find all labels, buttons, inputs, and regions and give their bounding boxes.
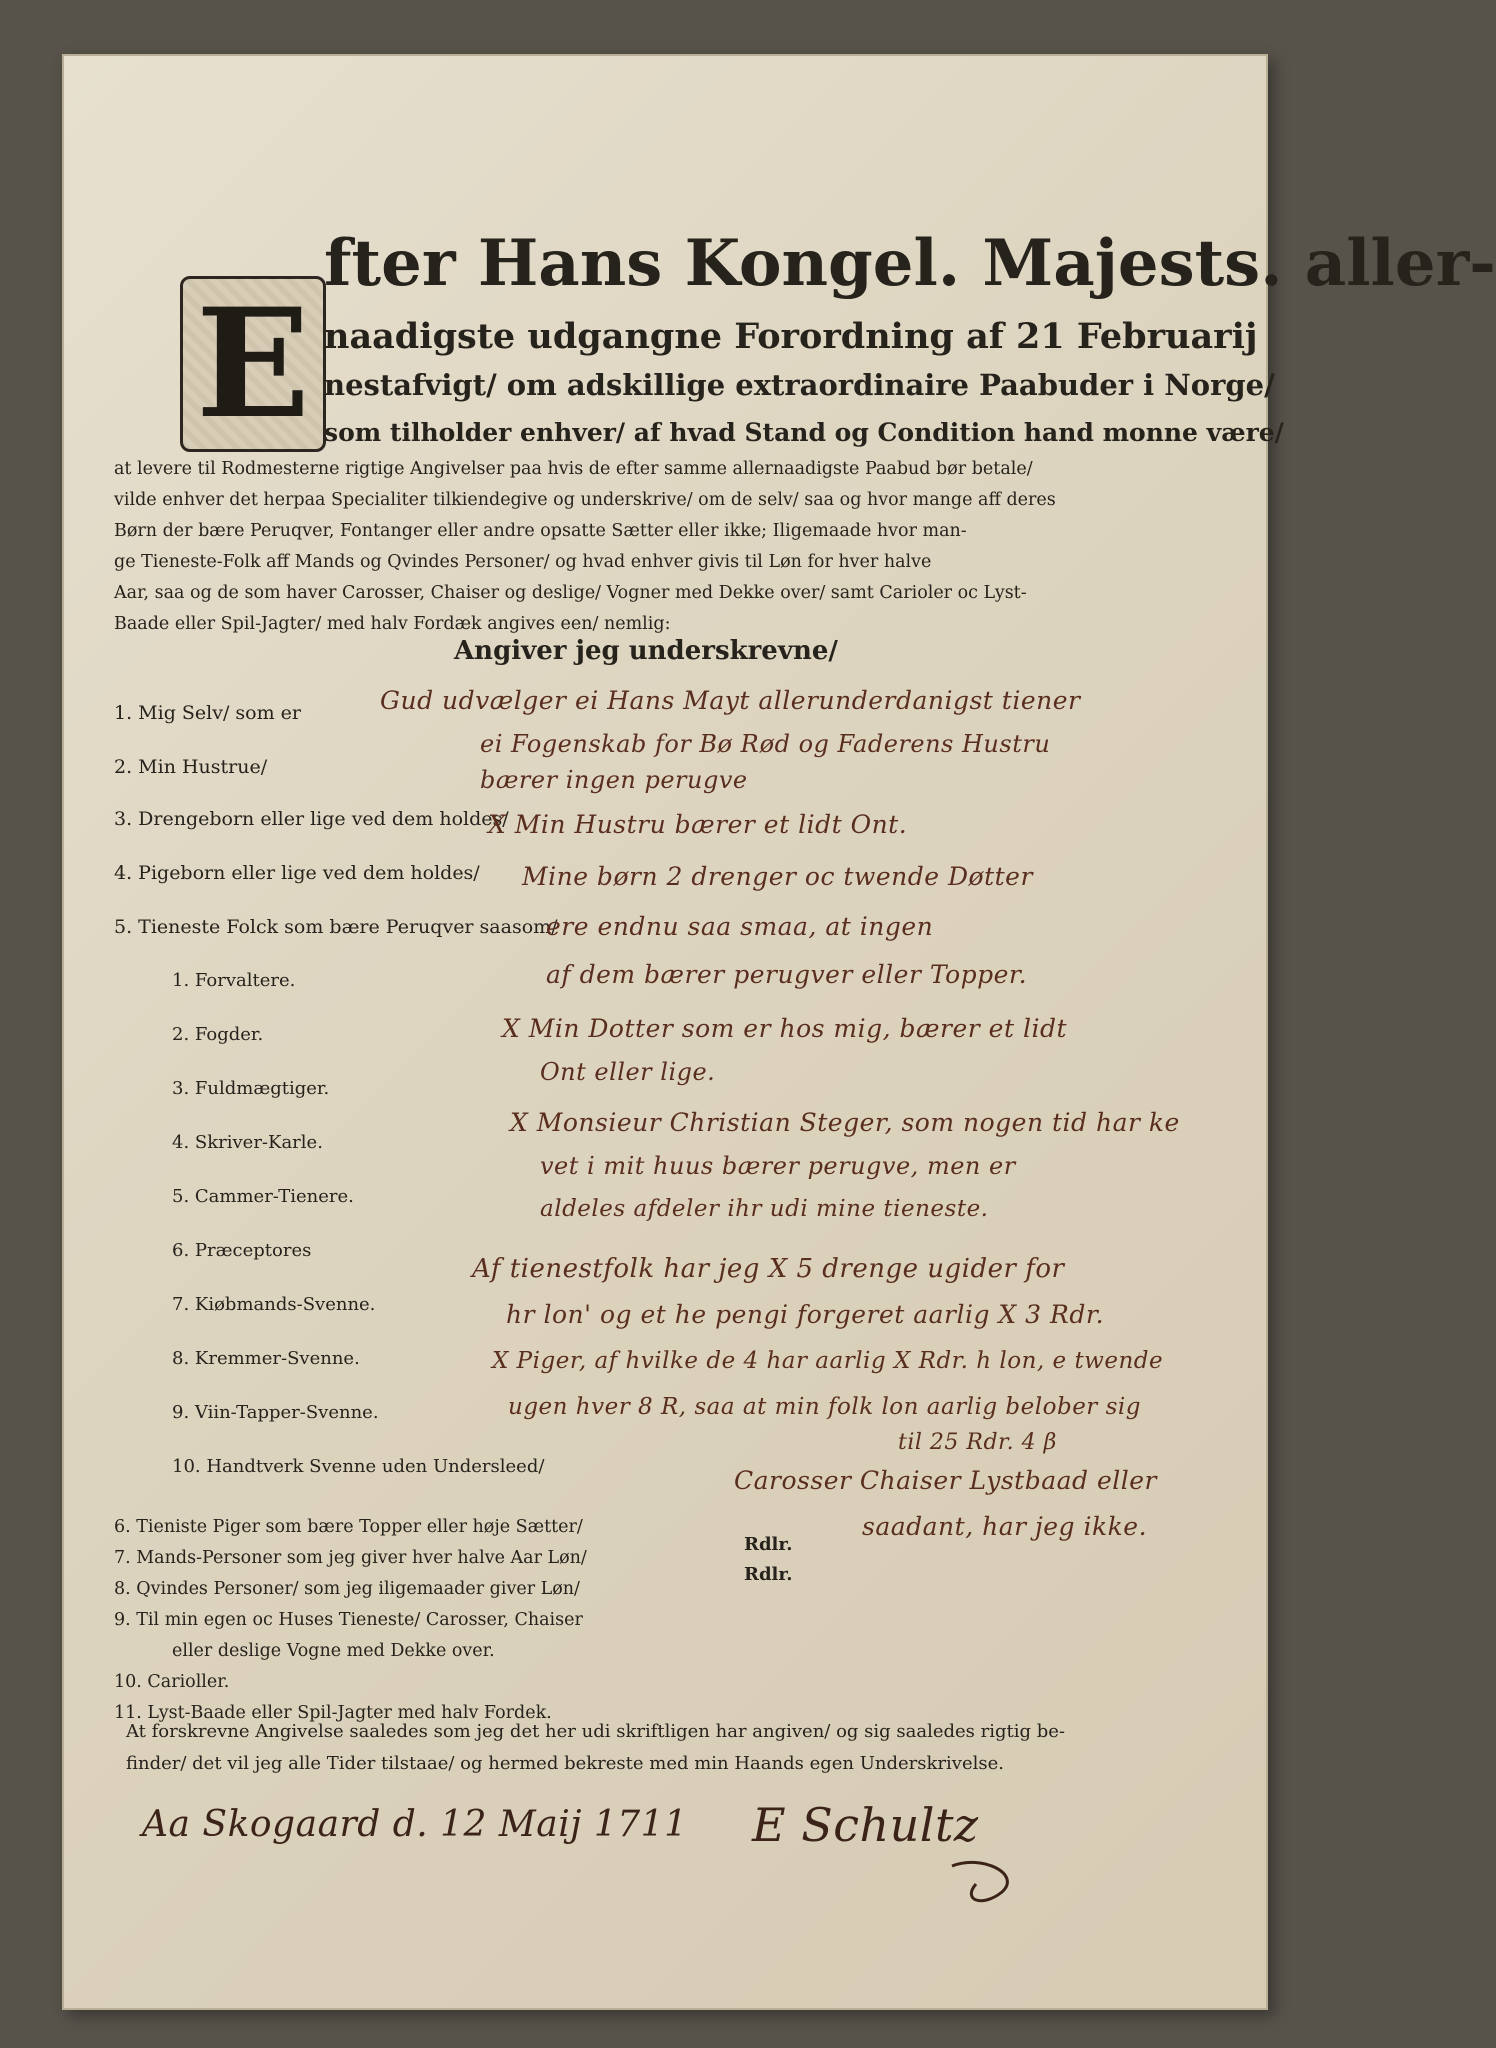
- header-body-line: Aar, saa og de som haver Carosser, Chaiser og deslige/ Vogner med Dekke over/ samt Carioler oc Lyst-: [114, 583, 1027, 603]
- handwritten-line-6: ere endnu saa smaa, at ingen: [546, 912, 934, 941]
- document-page: [62, 54, 1496, 2010]
- header-line-4: som tilholder enhver/ af hvad Stand og Condition hand monne være/: [324, 418, 1284, 447]
- header-body-line: at levere til Rodmesterne rigtige Angivelser paa hvis de efter samme allernaadigste Paabud bør betale/: [114, 459, 1033, 479]
- header-body-line: Baade eller Spil-Jagter/ med halv Fordæk angives een/ nemlig:: [114, 614, 671, 634]
- subitem-10: 10. Handtverk Svenne uden Undersleed/: [172, 1456, 545, 1477]
- lower-item: 9. Til min egen oc Huses Tieneste/ Carosser, Chaiser: [114, 1610, 583, 1630]
- handwritten-line-12: aldeles afdeler ihr udi mine tieneste.: [540, 1196, 989, 1222]
- subitem-8: 8. Kremmer-Svenne.: [172, 1348, 360, 1369]
- header-body: [114, 454, 1056, 640]
- subitem-6: 6. Præceptores: [172, 1240, 312, 1261]
- handwritten-line-1: Gud udvælger ei Hans Mayt allerunderdanigst tiener: [380, 686, 1081, 715]
- footer-attestation: [126, 1716, 1065, 1780]
- handwritten-line-10: X Monsieur Christian Steger, som nogen tid har ke: [510, 1108, 1180, 1137]
- item-3: 3. Drengeborn eller lige ved dem holdes/: [114, 808, 509, 830]
- handwritten-line-5: Mine børn 2 drenger oc twende Døtter: [522, 862, 1033, 891]
- footer-line: finder/ det vil jeg alle Tider tilstaae/ og hermed bekreste med min Haands egen Underskrivelse.: [126, 1753, 1004, 1774]
- header-line-2: naadigste udgangne Forordning af 21 Februarij: [324, 316, 1258, 357]
- lower-item: 11. Lyst-Baade eller Spil-Jagter med halv Fordek.: [114, 1703, 552, 1723]
- lower-item: 8. Qvindes Personer/ som jeg iligemaader giver Løn/: [114, 1579, 580, 1599]
- item-5: 5. Tieneste Folck som bære Peruqver saasom/: [114, 916, 558, 938]
- handwritten-line-2: ei Fogenskab for Bø Rød og Faderens Hustru: [480, 730, 1051, 758]
- subitem-9: 9. Viin-Tapper-Svenne.: [172, 1402, 379, 1423]
- handwritten-line-7: af dem bærer perugver eller Topper.: [546, 960, 1028, 989]
- handwritten-line-4: X Min Hustru bærer et lidt Ont.: [488, 810, 908, 839]
- header-line-3: nestafvigt/ om adskillige extraordinaire Paabuder i Norge/: [324, 368, 1275, 402]
- handwritten-line-15: X Piger, af hvilke de 4 har aarlig X Rdr. h lon, e twende: [492, 1348, 1164, 1374]
- section-title: Angiver jeg underskrevne/: [454, 636, 838, 666]
- handwritten-line-19: saadant, har jeg ikke.: [862, 1512, 1148, 1541]
- handwritten-line-14: hr lon' og et he pengi forgeret aarlig X 3 Rdr.: [506, 1300, 1105, 1329]
- subitem-1: 1. Forvaltere.: [172, 970, 296, 991]
- header-body-line: ge Tieneste-Folk aff Mands og Qvindes Personer/ og hvad enhver givis til Løn for hver halve: [114, 552, 932, 572]
- item-2: 2. Min Hustrue/: [114, 756, 268, 778]
- rdlr-label-1: Rdlr.: [744, 1534, 793, 1555]
- subitem-3: 3. Fuldmægtiger.: [172, 1078, 330, 1099]
- header-body-line: Børn der bære Peruqver, Fontanger eller andre opsatte Sætter eller ikke; Iligemaade hvor man-: [114, 521, 967, 541]
- subitem-7: 7. Kiøbmands-Svenne.: [172, 1294, 376, 1315]
- signature-flourish: [942, 1854, 1032, 1914]
- handwritten-line-16: ugen hver 8 R, saa at min folk lon aarlig belober sig: [508, 1394, 1141, 1420]
- decorated-initial: E: [180, 276, 326, 452]
- handwritten-line-9: Ont eller lige.: [540, 1058, 716, 1086]
- handwritten-line-11: vet i mit huus bærer perugve, men er: [540, 1152, 1016, 1180]
- lower-items: [114, 1512, 587, 1729]
- handwritten-line-18: Carosser Chaiser Lystbaad eller: [734, 1466, 1157, 1495]
- signature-place-date: Aa Skogaard d. 12 Maij 1711: [142, 1804, 688, 1845]
- header-line-1: fter Hans Kongel. Majests. aller-: [324, 226, 1496, 301]
- lower-item: 7. Mands-Personer som jeg giver hver halve Aar Løn/: [114, 1548, 587, 1568]
- handwritten-line-3: bærer ingen perugve: [480, 766, 748, 794]
- lower-item: 10. Carioller.: [114, 1672, 230, 1692]
- lower-item: eller deslige Vogne med Dekke over.: [172, 1641, 495, 1661]
- subitem-2: 2. Fogder.: [172, 1024, 264, 1045]
- item-4: 4. Pigeborn eller lige ved dem holdes/: [114, 862, 480, 884]
- handwritten-line-8: X Min Dotter som er hos mig, bærer et lidt: [502, 1014, 1067, 1043]
- header-body-line: vilde enhver det herpaa Specialiter tilkiendegive og underskrive/ om de selv/ saa og hvor mange aff deres: [114, 490, 1056, 510]
- handwritten-line-17: til 25 Rdr. 4 β: [898, 1430, 1057, 1455]
- subitem-5: 5. Cammer-Tienere.: [172, 1186, 354, 1207]
- item-1: 1. Mig Selv/ som er: [114, 702, 301, 724]
- signature-name: E Schultz: [752, 1798, 979, 1852]
- subitem-4: 4. Skriver-Karle.: [172, 1132, 323, 1153]
- handwritten-line-13: Af tienestfolk har jeg X 5 drenge ugider for: [472, 1254, 1065, 1284]
- footer-line: At forskrevne Angivelse saaledes som jeg det her udi skriftligen har angiven/ og sig saaledes rigtig be-: [126, 1721, 1066, 1742]
- rdlr-label-2: Rdlr.: [744, 1564, 793, 1585]
- lower-item: 6. Tieniste Piger som bære Topper eller høje Sætter/: [114, 1517, 583, 1537]
